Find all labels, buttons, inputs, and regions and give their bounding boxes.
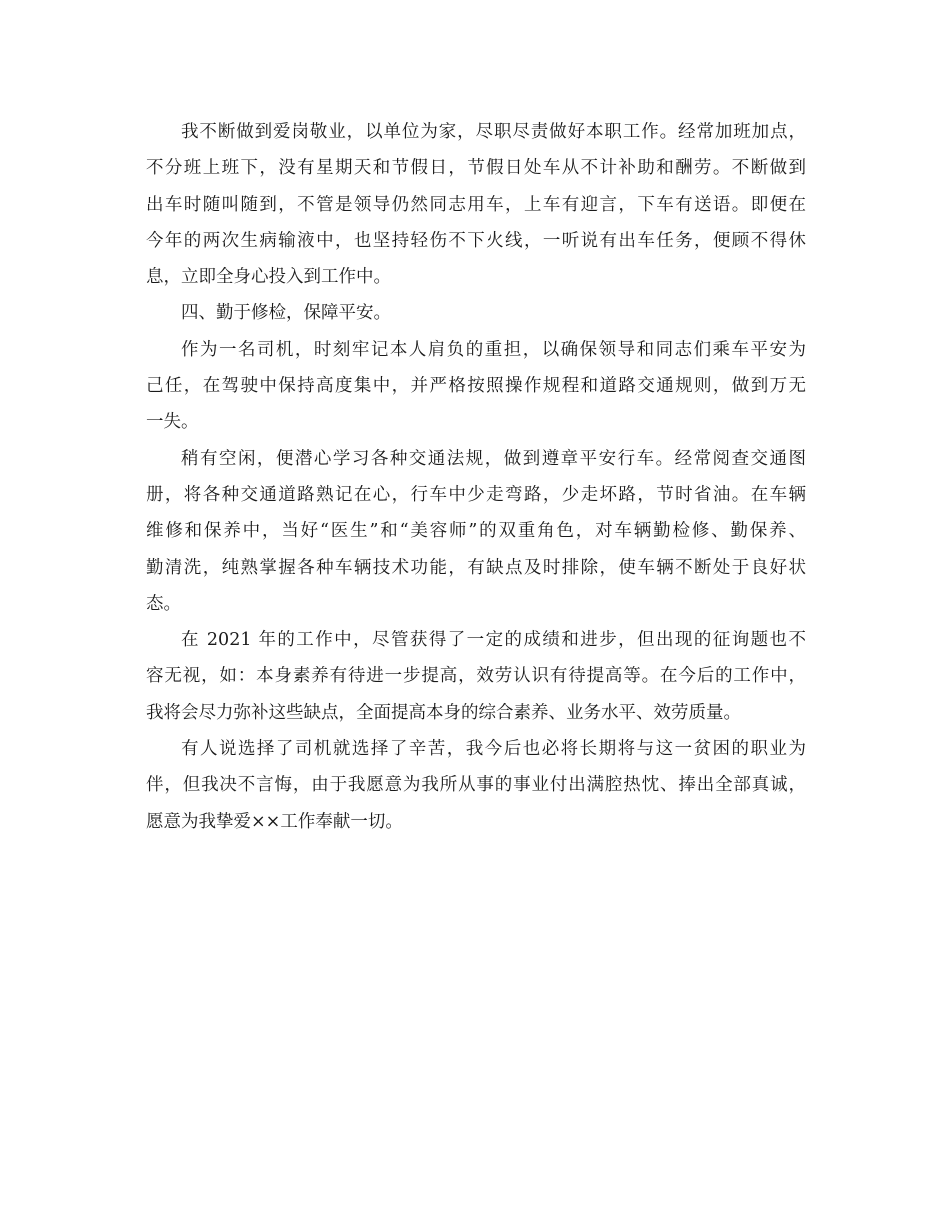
heading-line: 四、勤于修检，保障平安。 [181, 303, 391, 324]
text-line: 出车时随叫随到，不管是领导仍然同志用车，上车有迎言，下车有送语。即便在 [146, 194, 806, 215]
text-line: 一失。 [146, 412, 199, 433]
text-line: 态。 [146, 593, 181, 614]
paragraph-dedication [146, 114, 806, 295]
paragraph-safety [146, 332, 806, 441]
text-line: 容无视，如：本身素养有待进一步提高，效劳认识有待提高等。在今后的工作中， [146, 666, 806, 687]
text-line: 我不断做到爱岗敬业，以单位为家，尽职尽责做好本职工作。经常加班加点， [181, 122, 806, 142]
text-line: 勤清洗，纯熟掌握各种车辆技术功能，有缺点及时排除，使车辆不断处于良好状 [146, 557, 806, 578]
text-line: 在 2021 年的工作中，尽管获得了一定的成绩和进步，但出现的征询题也不 [181, 630, 806, 651]
text-line: 册，将各种交通道路熟记在心，行车中少走弯路，少走坏路，节时省油。在车辆 [146, 484, 806, 505]
text-line: 有人说选择了司机就选择了辛苦，我今后也必将长期将与这一贫困的职业为 [181, 739, 806, 760]
text-line: 我将会尽力弥补这些缺点，全面提高本身的综合素养、业务水平、效劳质量。 [146, 702, 741, 723]
paragraph-study-maintenance [146, 441, 806, 622]
text-line: 不分班上班下，没有星期天和节假日，节假日处车从不计补助和酬劳。不断做到 [146, 158, 806, 179]
document-body [146, 114, 806, 840]
text-line: 今年的两次生病输液中，也坚持轻伤不下火线，一听说有出车任务，便顾不得休 [146, 230, 806, 251]
text-line: 维修和保养中，当好“医生”和“美容师”的双重角色，对车辆勤检修、勤保养、 [146, 521, 806, 542]
text-line: 息，立即全身心投入到工作中。 [146, 267, 391, 288]
section-heading [146, 295, 806, 331]
paragraph-conclusion [146, 731, 806, 840]
paragraph-shortcomings [146, 622, 806, 731]
text-line: 作为一名司机，时刻牢记本人肩负的重担，以确保领导和同志们乘车平安为 [181, 339, 806, 360]
text-line: 己任，在驾驶中保持高度集中，并严格按照操作规程和道路交通规则，做到万无 [146, 376, 806, 397]
text-line: 稍有空闲，便潜心学习各种交通法规，做到遵章平安行车。经常阅查交通图 [181, 448, 806, 469]
text-line: 伴，但我决不言悔，由于我愿意为我所从事的事业付出满腔热忱、捧出全部真诚， [146, 775, 806, 796]
text-line: 愿意为我挚爱××工作奉献一切。 [146, 811, 403, 832]
